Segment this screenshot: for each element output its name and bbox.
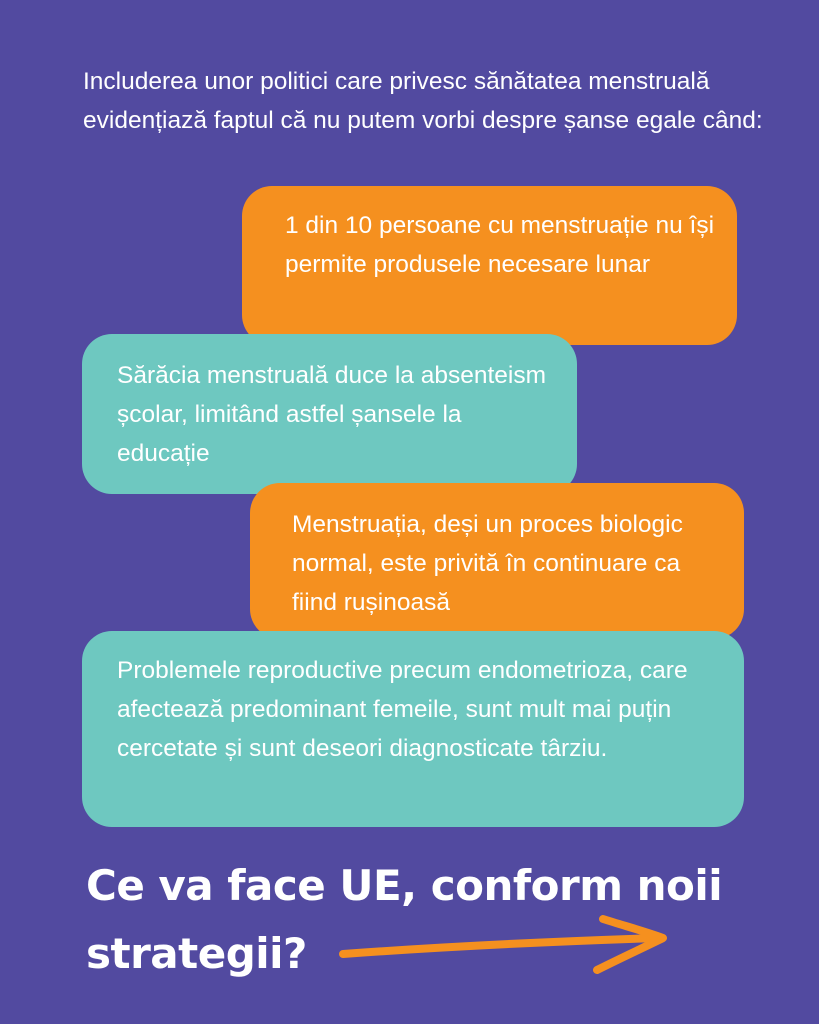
intro-text: Includerea unor politici care privesc sănătatea menstruală evidențiază faptul că nu putem vorbi despre șanse egale când: xyxy=(83,68,763,134)
info-bubble-4-text: Problemele reproductive precum endometrioza, care afectează predominant femeile, sunt mult mai puțin cercetate și sunt deseori diagnosticate târziu. xyxy=(117,657,688,762)
info-bubble-2-text: Sărăcia menstruală duce la absenteism școlar, limitând astfel șansele la educație xyxy=(117,362,546,467)
info-bubble-2 xyxy=(82,334,577,494)
info-bubble-4 xyxy=(82,631,744,827)
info-bubble-3 xyxy=(250,483,744,639)
cta-heading: Ce va face UE, conform noii strategii? xyxy=(86,861,723,978)
info-bubble-1 xyxy=(242,186,737,345)
info-bubble-1-text: 1 din 10 persoane cu menstruație nu își permite produsele necesare lunar xyxy=(285,212,715,278)
info-bubble-3-text: Menstruația, deși un proces biologic normal, este privită în continuare ca fiind rușinoasă xyxy=(292,511,683,616)
arrow-right-icon xyxy=(335,910,680,980)
